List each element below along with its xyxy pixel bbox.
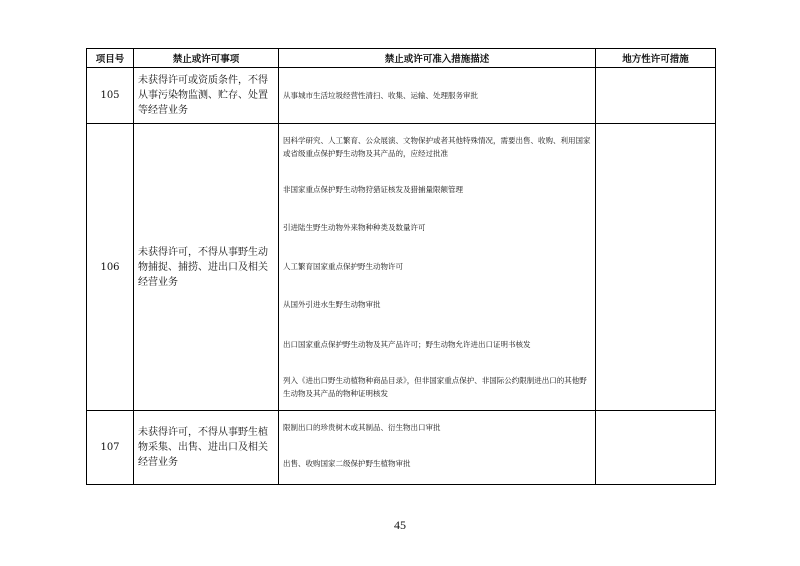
row-item: 未获得许可，不得从事野生动物捕捉、捕捞、进出口及相关经营业务 <box>134 124 279 411</box>
header-local-measure: 地方性许可措施 <box>596 49 716 68</box>
header-measure: 禁止或许可准入措施描述 <box>279 49 596 68</box>
row-item: 未获得许可或资质条件，不得从事污染物监测、贮存、处置等经营业务 <box>134 68 279 124</box>
table-row <box>87 124 716 411</box>
table-row <box>87 68 716 124</box>
header-item-number: 项目号 <box>87 49 134 68</box>
measure-text: 出口国家重点保护野生动物及其产品许可；野生动物允许进出口证明书核发 <box>283 339 531 349</box>
row-id: 107 <box>87 411 134 485</box>
measure-text: 限制出口的珍贵树木或其制品、衍生物出口审批 <box>283 422 441 432</box>
row-measures <box>279 411 596 485</box>
header-item: 禁止或许可事项 <box>134 49 279 68</box>
row-local-measure <box>596 411 716 485</box>
row-local-measure <box>596 68 716 124</box>
measure-text: 列入《进出口野生动植物种商品目录》，但非国家重点保护、非国际公约限制进出口的其他野生动物及其产品的物种证明核发 <box>283 376 587 398</box>
row-item: 未获得许可，不得从事野生植物采集、出售、进出口及相关经营业务 <box>134 411 279 485</box>
measure-text: 因科学研究、人工繁育、公众展演、文物保护或者其他特殊情况，需要出售、收购、利用国家或省级重点保护野生动物及其产品的，应经过批准 <box>283 136 591 158</box>
row-measures <box>279 68 596 124</box>
measure-text: 从事城市生活垃圾经营性清扫、收集、运输、处理服务审批 <box>283 91 478 100</box>
measure-text: 非国家重点保护野生动物狩猎证核发及猎捕量限额管理 <box>283 184 463 194</box>
row-id: 106 <box>87 124 134 411</box>
measure-text: 出售、收购国家二级保护野生植物审批 <box>283 459 411 468</box>
row-id: 105 <box>87 68 134 124</box>
table-header-row <box>87 49 716 68</box>
table-row <box>87 411 716 485</box>
measure-text: 人工繁育国家重点保护野生动物许可 <box>283 261 403 271</box>
permit-table <box>86 48 716 485</box>
measure-text: 从国外引进水生野生动物审批 <box>283 300 381 309</box>
measure-text: 引进陆生野生动物外来物种种类及数量许可 <box>283 223 426 232</box>
page-number: 45 <box>394 518 406 532</box>
row-local-measure <box>596 124 716 411</box>
row-measures <box>279 124 596 411</box>
